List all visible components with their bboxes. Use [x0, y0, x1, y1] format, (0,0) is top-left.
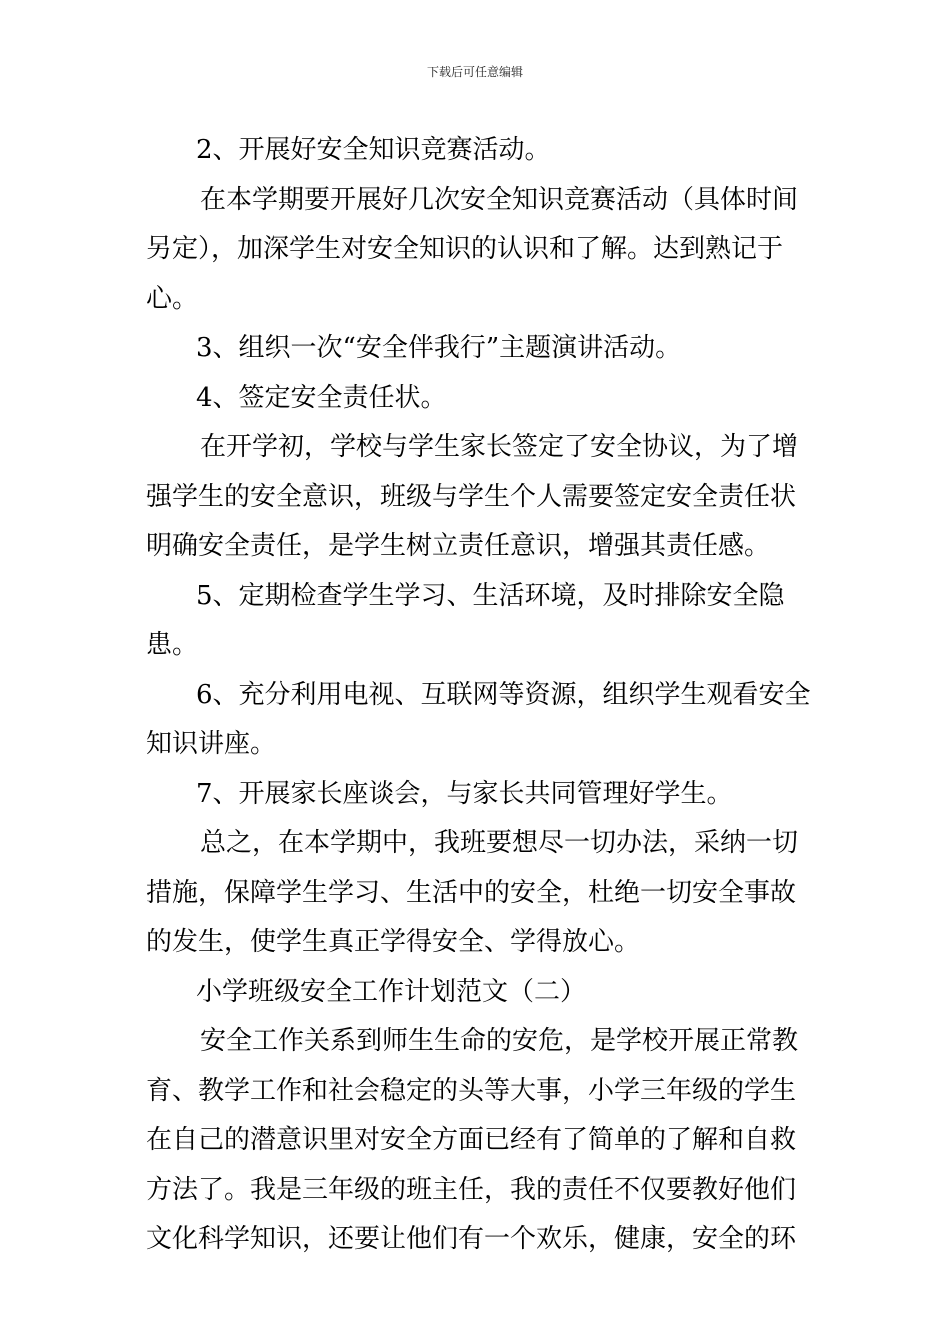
item-4-heading: 4、签定安全责任状。 [196, 382, 447, 413]
item-3-heading: 3、组织一次“安全伴我行”主题演讲活动。 [196, 333, 682, 363]
item-5-heading: 5、定期检查学生学习、生活环境，及时排除安全隐患。 [146, 580, 785, 660]
document-body [146, 126, 811, 1265]
item-7-heading: 7、开展家长座谈会，与家长共同管理好学生。 [196, 778, 733, 809]
item-4-body: 在开学初，学校与学生家长签定了安全协议，为了增强学生的安全意识，班级与学生个人需要签定安全责任状明确安全责任，是学生树立责任意识，增强其责任感。 [146, 432, 799, 561]
item-2-heading: 2、开展好安全知识竞赛活动。 [196, 135, 551, 165]
section-intro-paragraph: 安全工作关系到师生生命的安危，是学校开展正常教育、教学工作和社会稳定的头等大事，小学三年级的学生在自己的潜意识里对安全方面已经有了简单的了解和自救方法了。我是三年级的班主任，我的责任不仅要教好他们文化科学知识，还要让他们有一个欢乐，健康，安全的环 [146, 1026, 799, 1254]
item-2-body: 在本学期要开展好几次安全知识竞赛活动（具体时间另定），加深学生对安全知识的认识和了解。达到熟记于心。 [146, 184, 799, 314]
section-title: 小学班级安全工作计划范文（二） [196, 976, 587, 1007]
item-6-heading: 6、充分利用电视、互联网等资源，组织学生观看安全知识讲座。 [146, 679, 811, 759]
summary-paragraph: 总之，在本学期中，我班要想尽一切办法，采纳一切措施，保障学生学习、生活中的安全，杜绝一切安全事故的发生，使学生真正学得安全、学得放心。 [146, 828, 799, 957]
page-header-note: 下载后可任意编辑 [426, 65, 523, 79]
